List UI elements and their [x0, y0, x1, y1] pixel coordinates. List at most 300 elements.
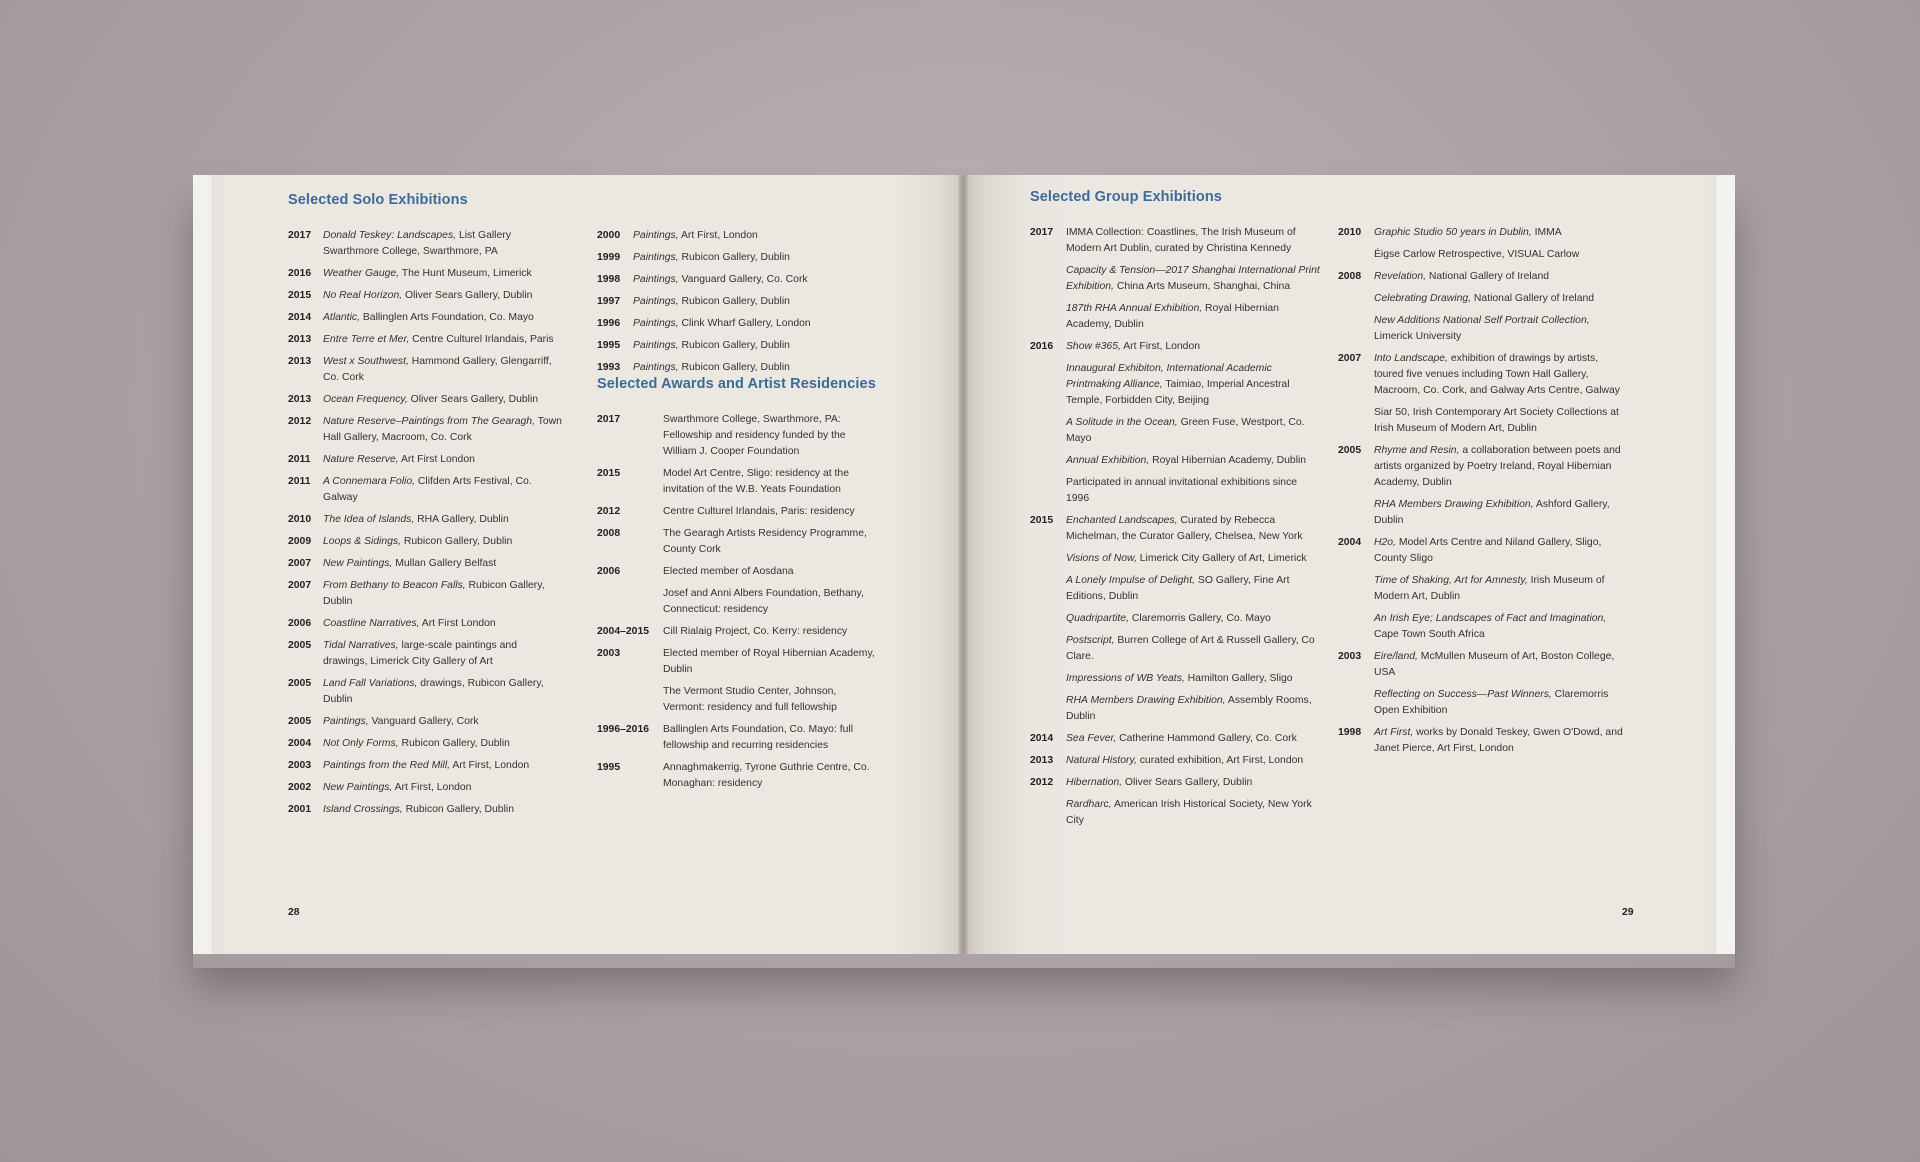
list-entry	[1338, 247, 1628, 263]
entry-year	[1030, 475, 1066, 507]
entry-details: Siar 50, Irish Contemporary Art Society Collections at Irish Museum of Modern Art, Dublin	[1374, 407, 1619, 434]
entry-details: Clifden Arts Festival, Co. Galway	[323, 476, 532, 503]
entry-year: 2012	[288, 416, 312, 427]
entry-title: Postscript,	[1066, 635, 1115, 646]
entry-text	[323, 676, 563, 708]
entry-year: 2007	[288, 558, 312, 569]
list-entry	[1030, 797, 1320, 829]
entry-year: 2002	[288, 782, 312, 793]
list-entry	[288, 310, 563, 326]
list-entry	[1030, 361, 1320, 409]
entry-title: Sea Fever,	[1066, 733, 1117, 744]
entry-text	[663, 624, 847, 640]
entry-text	[1066, 797, 1320, 829]
list-entry	[1338, 443, 1628, 491]
entry-year: 2015	[597, 468, 621, 479]
entry-text	[1066, 753, 1303, 769]
list-entry	[597, 316, 867, 332]
list-entry	[1030, 339, 1320, 355]
entry-year: 2013	[288, 356, 312, 367]
entry-year: 2006	[288, 618, 312, 629]
entry-details: Claremorris Open Exhibition	[1374, 689, 1609, 716]
entry-year	[597, 684, 663, 716]
entry-year: 2000	[597, 230, 621, 241]
entry-year	[1338, 687, 1374, 719]
entry-text	[1066, 453, 1306, 469]
entry-title: New Additions National Self Portrait Collection,	[1374, 315, 1590, 326]
list-entry	[597, 624, 879, 640]
entry-details: Limerick University	[1374, 331, 1462, 342]
entry-text	[1374, 225, 1562, 241]
entry-details: China Arts Museum, Shanghai, China	[1113, 281, 1291, 292]
entry-title: Paintings,	[633, 252, 679, 263]
entry-title: Quadripartite,	[1066, 613, 1129, 624]
entry-year	[1030, 611, 1066, 627]
entry-text	[633, 228, 758, 244]
entry-year: 2016	[288, 268, 312, 279]
entry-details: Vanguard Gallery, Cork	[368, 716, 479, 727]
entry-title: Nature Reserve,	[323, 454, 399, 465]
entry-year: 2010	[1338, 227, 1362, 238]
entry-text	[323, 332, 554, 348]
page-number-left: 28	[288, 907, 300, 918]
entry-title: Paintings,	[633, 318, 679, 329]
entry-year: 2009	[288, 536, 312, 547]
entry-text	[663, 412, 879, 460]
entry-details: Cill Rialaig Project, Co. Kerry: residency	[663, 626, 848, 637]
entry-text	[1374, 725, 1628, 757]
entry-year: 2011	[288, 454, 311, 465]
entry-text	[1066, 611, 1271, 627]
list-entry	[597, 564, 879, 580]
list-entry	[1030, 415, 1320, 447]
list-entry	[288, 414, 563, 446]
entry-title: Nature Reserve–Paintings from The Gearagh,	[323, 416, 535, 427]
entry-title: Time of Shaking, Art for Amnesty,	[1374, 575, 1528, 586]
entry-title: H2o,	[1374, 537, 1396, 548]
entry-title: Enchanted Landscapes,	[1066, 515, 1178, 526]
entry-year: 2003	[288, 760, 312, 771]
entry-text	[323, 310, 534, 326]
entry-details: Ballinglen Arts Foundation, Co. Mayo	[359, 312, 534, 323]
entry-year	[1030, 573, 1066, 605]
entry-year	[1030, 415, 1066, 447]
entry-text	[1066, 339, 1200, 355]
list-entry	[1338, 725, 1628, 757]
list-entry	[288, 556, 563, 572]
entry-title: Impressions of WB Yeats,	[1066, 673, 1185, 684]
entry-details: Art First, London	[450, 760, 530, 771]
entry-details: Rubicon Gallery, Dublin	[323, 580, 545, 607]
list-entry	[1030, 775, 1320, 791]
solo-exhibitions-list-col-1	[288, 228, 563, 824]
entry-title: Ocean Frequency,	[323, 394, 408, 405]
entry-year: 2005	[288, 716, 312, 727]
entry-text	[1374, 313, 1628, 345]
list-entry	[1338, 313, 1628, 345]
entry-title: Graphic Studio 50 years in Dublin,	[1374, 227, 1532, 238]
list-entry	[288, 534, 563, 550]
list-entry	[1030, 731, 1320, 747]
entry-text	[663, 722, 879, 754]
entry-title: Atlantic,	[323, 312, 360, 323]
list-entry	[597, 646, 879, 678]
entry-title: Art First,	[1374, 727, 1414, 738]
entry-details: IMMA Collection: Coastlines, The Irish Museum of Modern Art Dublin, curated by Christina Kennedy	[1066, 227, 1296, 254]
entry-details: Art First, London	[678, 230, 758, 241]
list-entry	[597, 250, 867, 266]
entry-details: drawings, Rubicon Gallery, Dublin	[323, 678, 544, 705]
entry-year	[1030, 361, 1066, 409]
entry-details: Art First, London	[392, 782, 472, 793]
entry-year: 2017	[597, 414, 621, 425]
entry-details: Irish Museum of Modern Art, Dublin	[1374, 575, 1605, 602]
entry-text	[323, 354, 563, 386]
entry-details: Royal Hibernian Academy, Dublin	[1149, 455, 1307, 466]
entry-text	[323, 392, 538, 408]
entry-title: RHA Members Drawing Exhibition,	[1066, 695, 1226, 706]
left-page	[193, 175, 963, 954]
list-entry	[597, 684, 879, 716]
entry-text	[323, 266, 532, 282]
entry-title: 187th RHA Annual Exhibition,	[1066, 303, 1203, 314]
entry-text	[1374, 535, 1628, 567]
list-entry	[288, 714, 563, 730]
entry-year: 1996–2016	[597, 724, 650, 735]
list-entry	[288, 736, 563, 752]
entry-text	[663, 526, 879, 558]
list-entry	[1338, 351, 1628, 399]
right-page	[963, 175, 1735, 954]
entry-title: Island Crossings,	[323, 804, 403, 815]
entry-details: SO Gallery, Fine Art Editions, Dublin	[1066, 575, 1290, 602]
entry-year: 1995	[597, 340, 621, 351]
entry-text	[1374, 573, 1628, 605]
entry-details: The Vermont Studio Center, Johnson, Vermont: residency and full fellowship	[663, 686, 837, 713]
entry-text	[1066, 731, 1297, 747]
list-entry	[1338, 611, 1628, 643]
solo-exhibitions-heading: Selected Solo Exhibitions	[288, 192, 468, 208]
entry-details: Model Arts Centre and Niland Gallery, Sligo, County Sligo	[1374, 537, 1602, 564]
entry-year: 2004	[288, 738, 312, 749]
list-entry	[597, 360, 867, 376]
entry-details: Annaghmakerrig, Tyrone Guthrie Centre, Co. Monaghan: residency	[663, 762, 870, 789]
entry-text	[1374, 611, 1628, 643]
entry-title: A Solitude in the Ocean,	[1066, 417, 1178, 428]
entry-title: West x Southwest,	[323, 356, 409, 367]
list-entry	[597, 412, 879, 460]
entry-text	[1374, 351, 1628, 399]
entry-text	[633, 338, 790, 354]
list-entry	[597, 586, 879, 618]
list-entry	[288, 288, 563, 304]
entry-text	[323, 802, 514, 818]
entry-text	[1066, 693, 1320, 725]
entry-title: Coastline Narratives,	[323, 618, 420, 629]
entry-details: Mullan Gallery Belfast	[392, 558, 497, 569]
entry-details: large-scale paintings and drawings, Limerick City Gallery of Art	[323, 640, 517, 667]
page-number-right: 29	[1622, 907, 1634, 918]
entry-text	[1374, 405, 1628, 437]
entry-text	[663, 466, 879, 498]
entry-details: Oliver Sears Gallery, Dublin	[407, 394, 539, 405]
entry-details: Elected member of Aosdana	[663, 566, 794, 577]
entry-details: Rubicon Gallery, Dublin	[402, 804, 514, 815]
entry-text	[323, 512, 509, 528]
entry-title: Paintings,	[633, 230, 679, 241]
list-entry	[288, 676, 563, 708]
entry-title: Entre Terre et Mer,	[323, 334, 410, 345]
list-entry	[288, 758, 563, 774]
entry-details: Ashford Gallery, Dublin	[1374, 499, 1610, 526]
entry-details: Curated by Rebecca Michelman, the Curator Gallery, Chelsea, New York	[1066, 515, 1303, 542]
entry-year	[1030, 551, 1066, 567]
group-exhibitions-heading: Selected Group Exhibitions	[1030, 189, 1222, 205]
list-entry	[597, 760, 879, 792]
entry-details: Claremorris Gallery, Co. Mayo	[1128, 613, 1271, 624]
entry-details: Model Art Centre, Sligo: residency at the invitation of the W.B. Yeats Foundation	[663, 468, 849, 495]
list-entry	[597, 526, 879, 558]
entry-year	[1338, 573, 1374, 605]
entry-text	[323, 758, 529, 774]
list-entry	[288, 266, 563, 282]
entry-details: Taimiao, Imperial Ancestral Temple, Forbidden City, Beijing	[1066, 379, 1290, 406]
entry-title: Rhyme and Resin,	[1374, 445, 1460, 456]
entry-text	[1374, 247, 1579, 263]
awards-list	[597, 412, 879, 798]
entry-text	[323, 414, 563, 446]
entry-text	[323, 714, 479, 730]
entry-details: Rubicon Gallery, Dublin	[678, 362, 790, 373]
list-entry	[1030, 573, 1320, 605]
entry-year	[1030, 633, 1066, 665]
entry-text	[323, 288, 532, 304]
entry-title: Eire/land,	[1374, 651, 1418, 662]
entry-text	[633, 360, 790, 376]
entry-year: 1996	[597, 318, 621, 329]
entry-year	[1030, 301, 1066, 333]
entry-year	[1030, 797, 1066, 829]
entry-details: Centre Culturel Irlandais, Paris	[409, 334, 554, 345]
entry-details: Éigse Carlow Retrospective, VISUAL Carlow	[1374, 249, 1580, 260]
entry-year: 2017	[1030, 227, 1054, 238]
entry-text	[1066, 361, 1320, 409]
entry-details: Ballinglen Arts Foundation, Co. Mayo: full fellowship and recurring residencies	[663, 724, 854, 751]
entry-title: Paintings,	[633, 340, 679, 351]
entry-year	[1338, 291, 1374, 307]
entry-title: Not Only Forms,	[323, 738, 399, 749]
entry-details: IMMA	[1531, 227, 1562, 238]
entry-text	[1066, 475, 1320, 507]
entry-details: National Gallery of Ireland	[1471, 293, 1595, 304]
list-entry	[288, 512, 563, 528]
entry-details: Art First London	[419, 618, 496, 629]
entry-text	[323, 736, 510, 752]
entry-details: Hammond Gallery, Glengarriff, Co. Cork	[323, 356, 552, 383]
list-entry	[288, 578, 563, 610]
entry-title: Natural History,	[1066, 755, 1137, 766]
entry-year: 2004–2015	[597, 626, 650, 637]
entry-year: 2014	[1030, 733, 1054, 744]
entry-year: 2008	[1338, 271, 1362, 282]
list-entry	[1338, 535, 1628, 567]
entry-year: 2012	[597, 506, 621, 517]
entry-details: Rubicon Gallery, Dublin	[678, 252, 790, 263]
entry-title: Reflecting on Success—Past Winners,	[1374, 689, 1552, 700]
entry-year: 2014	[288, 312, 312, 323]
entry-details: Participated in annual invitational exhibitions since 1996	[1066, 477, 1298, 504]
entry-year: 2001	[288, 804, 312, 815]
entry-year: 2006	[597, 566, 621, 577]
list-entry	[288, 392, 563, 408]
entry-text	[663, 504, 855, 520]
entry-text	[633, 316, 811, 332]
entry-text	[1066, 551, 1307, 567]
entry-title: Loops & Sidings,	[323, 536, 401, 547]
entry-title: Paintings,	[633, 274, 679, 285]
entry-text	[1066, 671, 1293, 687]
entry-details: Oliver Sears Gallery, Dublin	[402, 290, 533, 301]
entry-title: A Lonely Impulse of Delight,	[1066, 575, 1195, 586]
entry-year	[1338, 247, 1374, 263]
list-entry	[288, 638, 563, 670]
entry-details: Cape Town South Africa	[1374, 629, 1485, 640]
entry-details: American Irish Historical Society, New York City	[1066, 799, 1312, 826]
entry-details: Royal Hibernian Academy, Dublin	[1066, 303, 1279, 330]
entry-text	[1374, 649, 1628, 681]
entry-title: Paintings,	[633, 362, 679, 373]
entry-title: Rardharc,	[1066, 799, 1112, 810]
book-spine	[958, 175, 968, 954]
entry-title: New Paintings,	[323, 558, 393, 569]
list-entry	[1338, 291, 1628, 307]
entry-year: 2016	[1030, 341, 1054, 352]
entry-details: Limerick City Gallery of Art, Limerick	[1136, 553, 1307, 564]
entry-year: 2003	[597, 648, 621, 659]
entry-details: Clink Wharf Gallery, London	[678, 318, 811, 329]
entry-title: A Connemara Folio,	[323, 476, 416, 487]
entry-text	[323, 578, 563, 610]
entry-title: No Real Horizon,	[323, 290, 403, 301]
list-entry	[1030, 551, 1320, 567]
entry-title: Capacity & Tension—2017 Shanghai International Print Exhibition,	[1066, 265, 1320, 292]
entry-title: Donald Teskey: Landscapes,	[323, 230, 457, 241]
entry-details: a collaboration between poets and artists organized by Poetry Ireland, Royal Hibernian Academy, Dublin	[1374, 445, 1621, 488]
entry-year: 2005	[288, 640, 312, 651]
entry-year	[1338, 405, 1374, 437]
list-entry	[288, 616, 563, 632]
list-entry	[597, 228, 867, 244]
list-entry	[288, 474, 563, 506]
list-entry	[1338, 687, 1628, 719]
entry-text	[1374, 497, 1628, 529]
entry-text	[1066, 775, 1252, 791]
entry-details: Centre Culturel Irlandais, Paris: residency	[663, 506, 855, 517]
list-entry	[1030, 513, 1320, 545]
entry-year	[1338, 611, 1374, 643]
entry-details: curated exhibition, Art First, London	[1136, 755, 1304, 766]
entry-title: Show #365,	[1066, 341, 1121, 352]
list-entry	[1030, 671, 1320, 687]
entry-details: Rubicon Gallery, Dublin	[678, 296, 790, 307]
entry-title: Tidal Narratives,	[323, 640, 399, 651]
entry-title: Paintings,	[633, 296, 679, 307]
entry-details: Assembly Rooms, Dublin	[1066, 695, 1312, 722]
entry-text	[1066, 263, 1320, 295]
entry-details: Josef and Anni Albers Foundation, Bethany, Connecticut: residency	[663, 588, 864, 615]
entry-year: 2013	[288, 334, 312, 345]
entry-year: 2003	[1338, 651, 1362, 662]
entry-text	[1066, 301, 1320, 333]
entry-text	[323, 228, 563, 260]
entry-year	[1338, 313, 1374, 345]
group-exhibitions-list-col-2	[1338, 225, 1628, 763]
entry-year: 1995	[597, 762, 621, 773]
list-entry	[597, 294, 867, 310]
entry-details: Rubicon Gallery, Dublin	[400, 536, 513, 547]
list-entry	[1338, 225, 1628, 241]
entry-details: Oliver Sears Gallery, Dublin	[1122, 777, 1253, 788]
list-entry	[597, 504, 879, 520]
entry-details: Art First, London	[1120, 341, 1201, 352]
entry-year: 2012	[1030, 777, 1054, 788]
entry-details: Art First London	[398, 454, 475, 465]
entry-details: exhibition of drawings by artists, toured five venues including Town Hall Gallery, Macroom, Co. Cork, and Galway Arts Centre, Galway	[1374, 353, 1620, 396]
entry-title: New Paintings,	[323, 782, 393, 793]
entry-text	[1066, 633, 1320, 665]
entry-text	[1066, 573, 1320, 605]
entry-text	[1374, 443, 1628, 491]
entry-text	[663, 564, 794, 580]
entry-text	[633, 272, 808, 288]
entry-year: 2017	[288, 230, 312, 241]
entry-text	[323, 638, 563, 670]
entry-text	[1066, 415, 1320, 447]
entry-year: 2008	[597, 528, 621, 539]
entry-title: Paintings from the Red Mill,	[323, 760, 451, 771]
entry-details: Vanguard Gallery, Co. Cork	[678, 274, 808, 285]
entry-title: Celebrating Drawing,	[1374, 293, 1472, 304]
entry-year: 2013	[1030, 755, 1054, 766]
open-book	[193, 175, 1735, 954]
entry-year: 1993	[597, 362, 621, 373]
entry-text	[663, 646, 879, 678]
list-entry	[1030, 611, 1320, 627]
entry-title: Weather Gauge,	[323, 268, 400, 279]
entry-year: 2013	[288, 394, 312, 405]
entry-year: 2007	[1338, 353, 1362, 364]
entry-details: The Hunt Museum, Limerick	[399, 268, 532, 279]
entry-year: 2015	[288, 290, 312, 301]
entry-details: List Gallery Swarthmore College, Swarthmore, PA	[323, 230, 511, 257]
list-entry	[1030, 301, 1320, 333]
list-entry	[1030, 475, 1320, 507]
entry-title: RHA Members Drawing Exhibition,	[1374, 499, 1534, 510]
entry-text	[633, 250, 790, 266]
entry-title: Hibernation,	[1066, 777, 1123, 788]
entry-year: 2005	[288, 678, 312, 689]
entry-text	[323, 780, 471, 796]
list-entry	[597, 338, 867, 354]
entry-text	[1374, 269, 1549, 285]
entry-details: Town Hall Gallery, Macroom, Co. Cork	[323, 416, 562, 443]
entry-details: works by Donald Teskey, Gwen O'Dowd, and Janet Pierce, Art First, London	[1374, 727, 1623, 754]
entry-text	[323, 556, 496, 572]
entry-details: RHA Gallery, Dublin	[414, 514, 509, 525]
entry-text	[663, 760, 879, 792]
entry-details: Rubicon Gallery, Dublin	[398, 738, 510, 749]
entry-details: Burren College of Art & Russell Gallery, Co Clare.	[1066, 635, 1315, 662]
